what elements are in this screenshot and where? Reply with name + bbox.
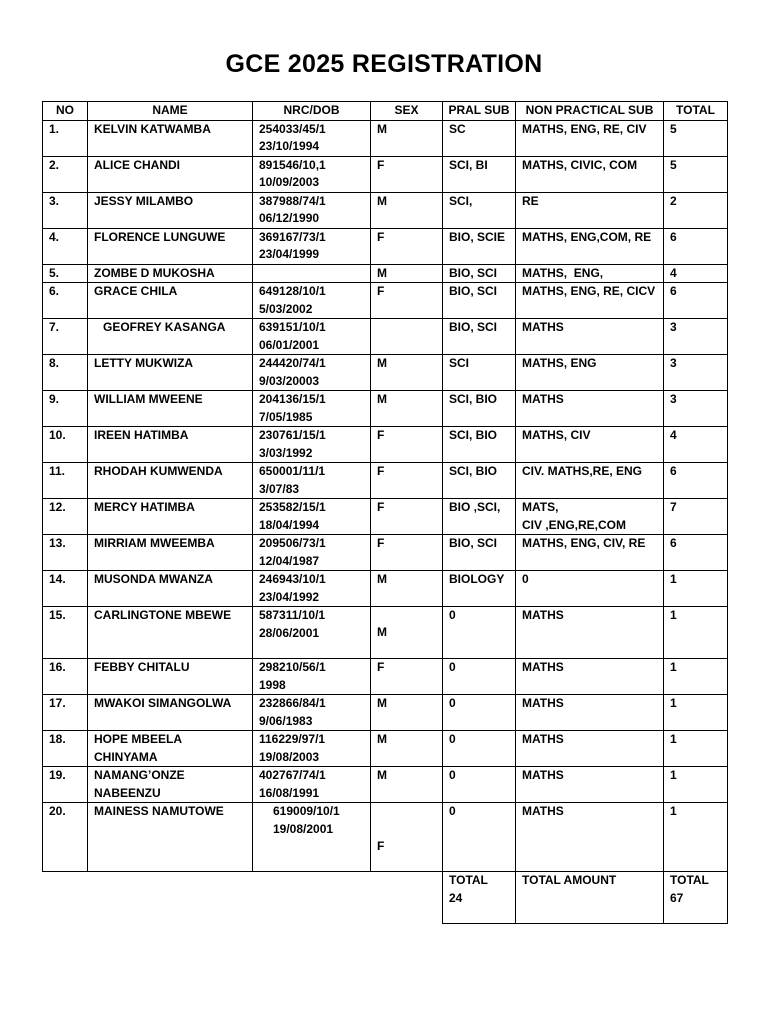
empty-cell	[371, 872, 443, 924]
cell-sex: F	[371, 228, 443, 264]
table-row	[43, 391, 728, 427]
cell-pral-sub: 0	[443, 767, 516, 803]
cell-name: FLORENCE LUNGUWE	[88, 228, 253, 264]
cell-non-practical-sub: MATHS, ENG, CIV, RE	[516, 535, 664, 571]
table-row	[43, 156, 728, 192]
table-row	[43, 607, 728, 659]
cell-pral-sub: 0	[443, 659, 516, 695]
cell-total: 4	[664, 427, 728, 463]
table-row	[43, 767, 728, 803]
cell-name: MIRRIAM MWEEMBA	[88, 535, 253, 571]
table-row	[43, 120, 728, 156]
cell-pral-sub: 0	[443, 803, 516, 872]
cell-no: 5.	[43, 264, 88, 283]
cell-name: FEBBY CHITALU	[88, 659, 253, 695]
cell-non-practical-sub: MATHS, ENG,COM, RE	[516, 228, 664, 264]
cell-pral-sub: BIOLOGY	[443, 571, 516, 607]
cell-nrc-dob: 232866/84/1 9/06/1983	[253, 695, 371, 731]
cell-non-practical-sub: MATS, CIV ,ENG,RE,COM	[516, 499, 664, 535]
table-row	[43, 355, 728, 391]
column-header-pral-sub: PRAL SUB	[443, 102, 516, 121]
cell-name: HOPE MBEELA CHINYAMA	[88, 731, 253, 767]
column-header-nrc-dob: NRC/DOB	[253, 102, 371, 121]
cell-name: MUSONDA MWANZA	[88, 571, 253, 607]
cell-non-practical-sub: MATHS	[516, 659, 664, 695]
cell-total: 1	[664, 659, 728, 695]
cell-pral-sub: BIO, SCIE	[443, 228, 516, 264]
table-row	[43, 803, 728, 872]
grand-total-cell: TOTAL 67	[664, 872, 728, 924]
table-row	[43, 192, 728, 228]
cell-no: 13.	[43, 535, 88, 571]
cell-pral-sub: 0	[443, 731, 516, 767]
totals-row	[43, 872, 728, 924]
cell-no: 10.	[43, 427, 88, 463]
table-header-row	[43, 102, 728, 121]
cell-total: 1	[664, 571, 728, 607]
cell-name: GRACE CHILA	[88, 283, 253, 319]
cell-nrc-dob: 369167/73/1 23/04/1999	[253, 228, 371, 264]
cell-total: 6	[664, 283, 728, 319]
cell-pral-sub: 0	[443, 607, 516, 659]
cell-non-practical-sub: MATHS, CIV	[516, 427, 664, 463]
column-header-name: NAME	[88, 102, 253, 121]
column-header-sex: SEX	[371, 102, 443, 121]
page-title: GCE 2025 REGISTRATION	[225, 50, 543, 78]
column-header-non-practical-sub: NON PRACTICAL SUB	[516, 102, 664, 121]
cell-sex: M	[371, 571, 443, 607]
cell-name: GEOFREY KASANGA	[88, 319, 253, 355]
empty-cell	[253, 872, 371, 924]
cell-total: 1	[664, 767, 728, 803]
cell-name: ZOMBE D MUKOSHA	[88, 264, 253, 283]
cell-pral-sub: SCI, BI	[443, 156, 516, 192]
cell-sex: F	[371, 427, 443, 463]
cell-pral-sub: BIO, SCI	[443, 264, 516, 283]
cell-total: 7	[664, 499, 728, 535]
cell-no: 18.	[43, 731, 88, 767]
cell-sex	[371, 319, 443, 355]
cell-non-practical-sub: MATHS, ENG, RE, CICV	[516, 283, 664, 319]
table-row	[43, 659, 728, 695]
table-row	[43, 695, 728, 731]
cell-total: 5	[664, 120, 728, 156]
cell-no: 3.	[43, 192, 88, 228]
cell-nrc-dob: 619009/10/1 19/08/2001	[253, 803, 371, 872]
cell-no: 20.	[43, 803, 88, 872]
table-row	[43, 499, 728, 535]
cell-sex: F	[371, 463, 443, 499]
cell-nrc-dob: 253582/15/1 18/04/1994	[253, 499, 371, 535]
cell-no: 1.	[43, 120, 88, 156]
column-header-no: NO	[43, 102, 88, 121]
cell-name: ALICE CHANDI	[88, 156, 253, 192]
cell-no: 4.	[43, 228, 88, 264]
cell-no: 8.	[43, 355, 88, 391]
cell-no: 16.	[43, 659, 88, 695]
cell-name: IREEN HATIMBA	[88, 427, 253, 463]
cell-nrc-dob: 244420/74/1 9/03/20003	[253, 355, 371, 391]
cell-total: 2	[664, 192, 728, 228]
column-header-total: TOTAL	[664, 102, 728, 121]
cell-nrc-dob: 650001/11/1 3/07/83	[253, 463, 371, 499]
cell-nrc-dob: 387988/74/1 06/12/1990	[253, 192, 371, 228]
cell-total: 6	[664, 228, 728, 264]
table-row	[43, 283, 728, 319]
cell-nrc-dob: 209506/73/1 12/04/1987	[253, 535, 371, 571]
table-row	[43, 228, 728, 264]
cell-total: 5	[664, 156, 728, 192]
cell-non-practical-sub: MATHS	[516, 319, 664, 355]
cell-nrc-dob: 204136/15/1 7/05/1985	[253, 391, 371, 427]
cell-pral-sub: SCI, BIO	[443, 463, 516, 499]
sex-value: F	[377, 838, 385, 853]
cell-no: 11.	[43, 463, 88, 499]
cell-pral-sub: SCI,	[443, 192, 516, 228]
cell-nrc-dob: 402767/74/1 16/08/1991	[253, 767, 371, 803]
cell-non-practical-sub: MATHS, ENG	[516, 355, 664, 391]
cell-name: LETTY MUKWIZA	[88, 355, 253, 391]
cell-non-practical-sub: RE	[516, 192, 664, 228]
cell-name: MWAKOI SIMANGOLWA	[88, 695, 253, 731]
cell-sex: M	[371, 607, 443, 659]
table-row	[43, 535, 728, 571]
cell-nrc-dob: 116229/97/1 19/08/2003	[253, 731, 371, 767]
cell-sex	[371, 803, 443, 872]
cell-pral-sub: BIO, SCI	[443, 319, 516, 355]
cell-total: 1	[664, 607, 728, 659]
table-row	[43, 463, 728, 499]
cell-non-practical-sub: CIV. MATHS,RE, ENG	[516, 463, 664, 499]
cell-pral-sub: SCI	[443, 355, 516, 391]
cell-nrc-dob: 891546/10,1 10/09/2003	[253, 156, 371, 192]
cell-total: 6	[664, 535, 728, 571]
cell-total: 3	[664, 319, 728, 355]
cell-total: 3	[664, 391, 728, 427]
cell-non-practical-sub: MATHS	[516, 767, 664, 803]
table-row	[43, 731, 728, 767]
cell-total: 1	[664, 803, 728, 872]
cell-non-practical-sub: 0	[516, 571, 664, 607]
cell-no: 15.	[43, 607, 88, 659]
cell-nrc-dob: 639151/10/1 06/01/2001	[253, 319, 371, 355]
cell-sex: F	[371, 156, 443, 192]
cell-total: 3	[664, 355, 728, 391]
cell-name: NAMANG’ONZE NABEENZU	[88, 767, 253, 803]
cell-sex: F	[371, 499, 443, 535]
cell-sex: M	[371, 731, 443, 767]
table-row	[43, 571, 728, 607]
cell-name: KELVIN KATWAMBA	[88, 120, 253, 156]
cell-pral-sub: SCI, BIO	[443, 427, 516, 463]
cell-nrc-dob: 649128/10/1 5/03/2002	[253, 283, 371, 319]
cell-non-practical-sub: MATHS	[516, 607, 664, 659]
cell-no: 14.	[43, 571, 88, 607]
cell-total: 1	[664, 731, 728, 767]
cell-non-practical-sub: MATHS	[516, 695, 664, 731]
cell-nrc-dob	[253, 264, 371, 283]
cell-pral-sub: SCI, BIO	[443, 391, 516, 427]
cell-no: 12.	[43, 499, 88, 535]
cell-no: 2.	[43, 156, 88, 192]
cell-pral-sub: 0	[443, 695, 516, 731]
registration-table	[42, 101, 728, 924]
cell-sex: M	[371, 192, 443, 228]
cell-pral-sub: BIO, SCI	[443, 535, 516, 571]
cell-nrc-dob: 246943/10/1 23/04/1992	[253, 571, 371, 607]
cell-total: 4	[664, 264, 728, 283]
cell-name: MERCY HATIMBA	[88, 499, 253, 535]
empty-cell	[88, 872, 253, 924]
cell-name: CARLINGTONE MBEWE	[88, 607, 253, 659]
cell-non-practical-sub: MATHS, CIVIC, COM	[516, 156, 664, 192]
cell-non-practical-sub: MATHS	[516, 731, 664, 767]
cell-sex: M	[371, 391, 443, 427]
table-row	[43, 264, 728, 283]
cell-non-practical-sub: MATHS	[516, 391, 664, 427]
cell-no: 19.	[43, 767, 88, 803]
cell-no: 9.	[43, 391, 88, 427]
cell-total: 1	[664, 695, 728, 731]
cell-no: 17.	[43, 695, 88, 731]
cell-sex: M	[371, 264, 443, 283]
cell-non-practical-sub: MATHS	[516, 803, 664, 872]
cell-name: WILLIAM MWEENE	[88, 391, 253, 427]
cell-no: 6.	[43, 283, 88, 319]
cell-nrc-dob: 254033/45/1 23/10/1994	[253, 120, 371, 156]
cell-non-practical-sub: MATHS, ENG, RE, CIV	[516, 120, 664, 156]
cell-pral-sub: BIO ,SCI,	[443, 499, 516, 535]
table-row	[43, 319, 728, 355]
cell-name: JESSY MILAMBO	[88, 192, 253, 228]
cell-sex: M	[371, 120, 443, 156]
cell-non-practical-sub: MATHS, ENG,	[516, 264, 664, 283]
cell-nrc-dob: 298210/56/1 1998	[253, 659, 371, 695]
total-amount-cell: TOTAL AMOUNT	[516, 872, 664, 924]
cell-sex: F	[371, 659, 443, 695]
cell-sex: F	[371, 535, 443, 571]
empty-cell	[43, 872, 88, 924]
cell-sex: M	[371, 767, 443, 803]
cell-pral-sub: BIO, SCI	[443, 283, 516, 319]
cell-nrc-dob: 230761/15/1 3/03/1992	[253, 427, 371, 463]
table-row	[43, 427, 728, 463]
cell-total: 6	[664, 463, 728, 499]
cell-nrc-dob: 587311/10/1 28/06/2001	[253, 607, 371, 659]
cell-name: RHODAH KUMWENDA	[88, 463, 253, 499]
cell-no: 7.	[43, 319, 88, 355]
cell-sex: M	[371, 355, 443, 391]
cell-pral-sub: SC	[443, 120, 516, 156]
total-pral-cell: TOTAL 24	[443, 872, 516, 924]
cell-sex: F	[371, 283, 443, 319]
cell-name: MAINESS NAMUTOWE	[88, 803, 253, 872]
cell-sex: M	[371, 695, 443, 731]
